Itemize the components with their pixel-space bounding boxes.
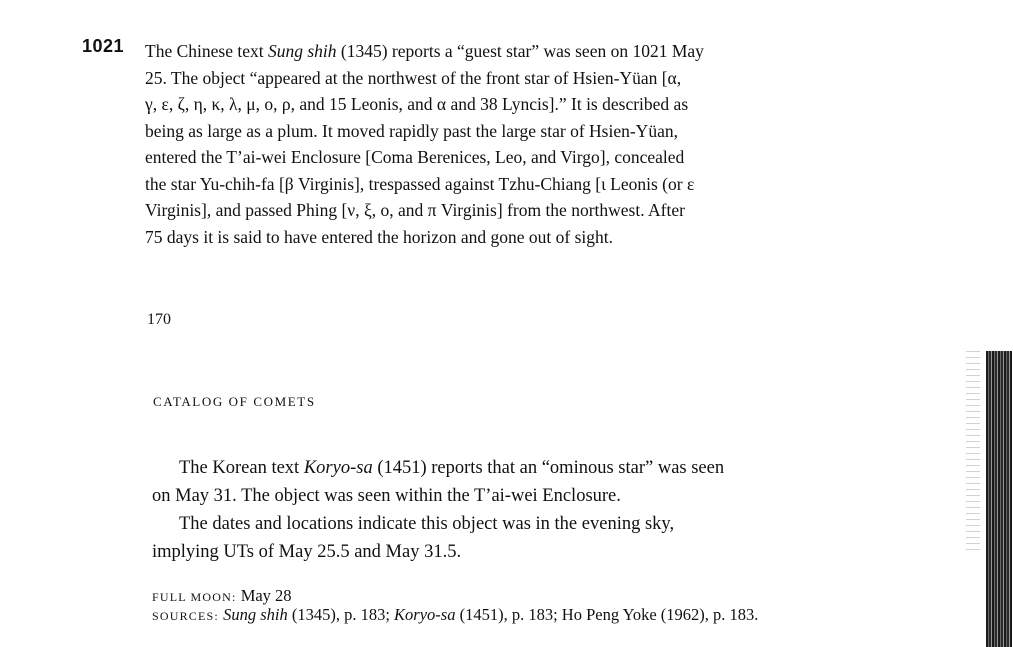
text-segment: implying UTs of May 25.5 and May 31.5. bbox=[152, 542, 462, 562]
sources-value bbox=[219, 605, 758, 624]
text-segment: (1345), p. 183; bbox=[287, 605, 395, 624]
full-moon-label: FULL MOON: bbox=[152, 590, 237, 604]
italic-title: Koryo-sa bbox=[303, 458, 373, 478]
text-segment: entered the T’ai-wei Enclosure [Coma Berenices, Leo, and Virgo], concealed bbox=[145, 147, 685, 167]
sources-line bbox=[152, 605, 758, 625]
running-head: CATALOG OF COMETS bbox=[153, 394, 316, 409]
entry-number: 1021 bbox=[82, 36, 125, 56]
entry-1021-text bbox=[145, 38, 809, 250]
italic-title: Sung shih bbox=[223, 605, 288, 624]
sources-label: SOURCES: bbox=[152, 609, 219, 623]
text-segment: 25. The object “appeared at the northwest of the front star of Hsien-Yüan [α, bbox=[145, 67, 682, 88]
text-segment: being as large as a plum. It moved rapidly past the large star of Hsien-Yüan, bbox=[145, 120, 678, 141]
text-line bbox=[152, 510, 852, 538]
text-segment: γ, ε, ζ, η, κ, λ, μ, ο, ρ, and 15 Leonis, and α and 38 Lyncis].” It is described as bbox=[145, 94, 689, 114]
scan-edge-noise bbox=[966, 351, 980, 551]
text-segment: The Chinese text bbox=[145, 41, 268, 61]
text-line bbox=[152, 482, 852, 510]
full-moon-line bbox=[152, 586, 292, 606]
text-line bbox=[145, 65, 809, 92]
italic-title: Sung shih bbox=[267, 41, 337, 61]
text-segment: Virginis], and passed Phing [ν, ξ, ο, and π Virginis] from the northwest. After bbox=[145, 200, 685, 220]
text-line bbox=[145, 197, 809, 224]
text-line bbox=[145, 144, 809, 171]
full-moon-value: May 28 bbox=[236, 586, 292, 605]
text-segment: the star Yu-chih-fa [β Virginis], trespassed against Tzhu-Chiang [ι Leonis (or ε bbox=[145, 173, 695, 194]
italic-title: Koryo-sa bbox=[394, 605, 456, 624]
text-line bbox=[145, 38, 809, 65]
text-segment: on May 31. The object was seen within the T’ai-wei Enclosure. bbox=[152, 486, 621, 506]
dates-paragraph bbox=[152, 510, 852, 566]
text-line bbox=[145, 118, 809, 145]
scan-edge-strip bbox=[986, 351, 1012, 647]
text-line bbox=[145, 171, 809, 198]
text-segment: (1451), p. 183; Ho Peng Yoke (1962), p. 183. bbox=[455, 605, 759, 624]
text-segment: The Korean text bbox=[179, 458, 304, 478]
text-segment: (1451) reports that an “ominous star” was seen bbox=[372, 458, 725, 478]
text-line bbox=[145, 91, 809, 118]
text-line bbox=[152, 538, 852, 566]
text-segment: (1345) reports a “guest star” was seen on 1021 May bbox=[336, 41, 704, 61]
page-number: 170 bbox=[147, 311, 171, 328]
text-segment: 75 days it is said to have entered the horizon and gone out of sight. bbox=[145, 226, 614, 247]
text-line bbox=[145, 224, 809, 251]
text-segment: The dates and locations indicate this object was in the evening sky, bbox=[179, 514, 675, 534]
korean-text-paragraph bbox=[152, 454, 852, 510]
text-line bbox=[152, 454, 852, 482]
